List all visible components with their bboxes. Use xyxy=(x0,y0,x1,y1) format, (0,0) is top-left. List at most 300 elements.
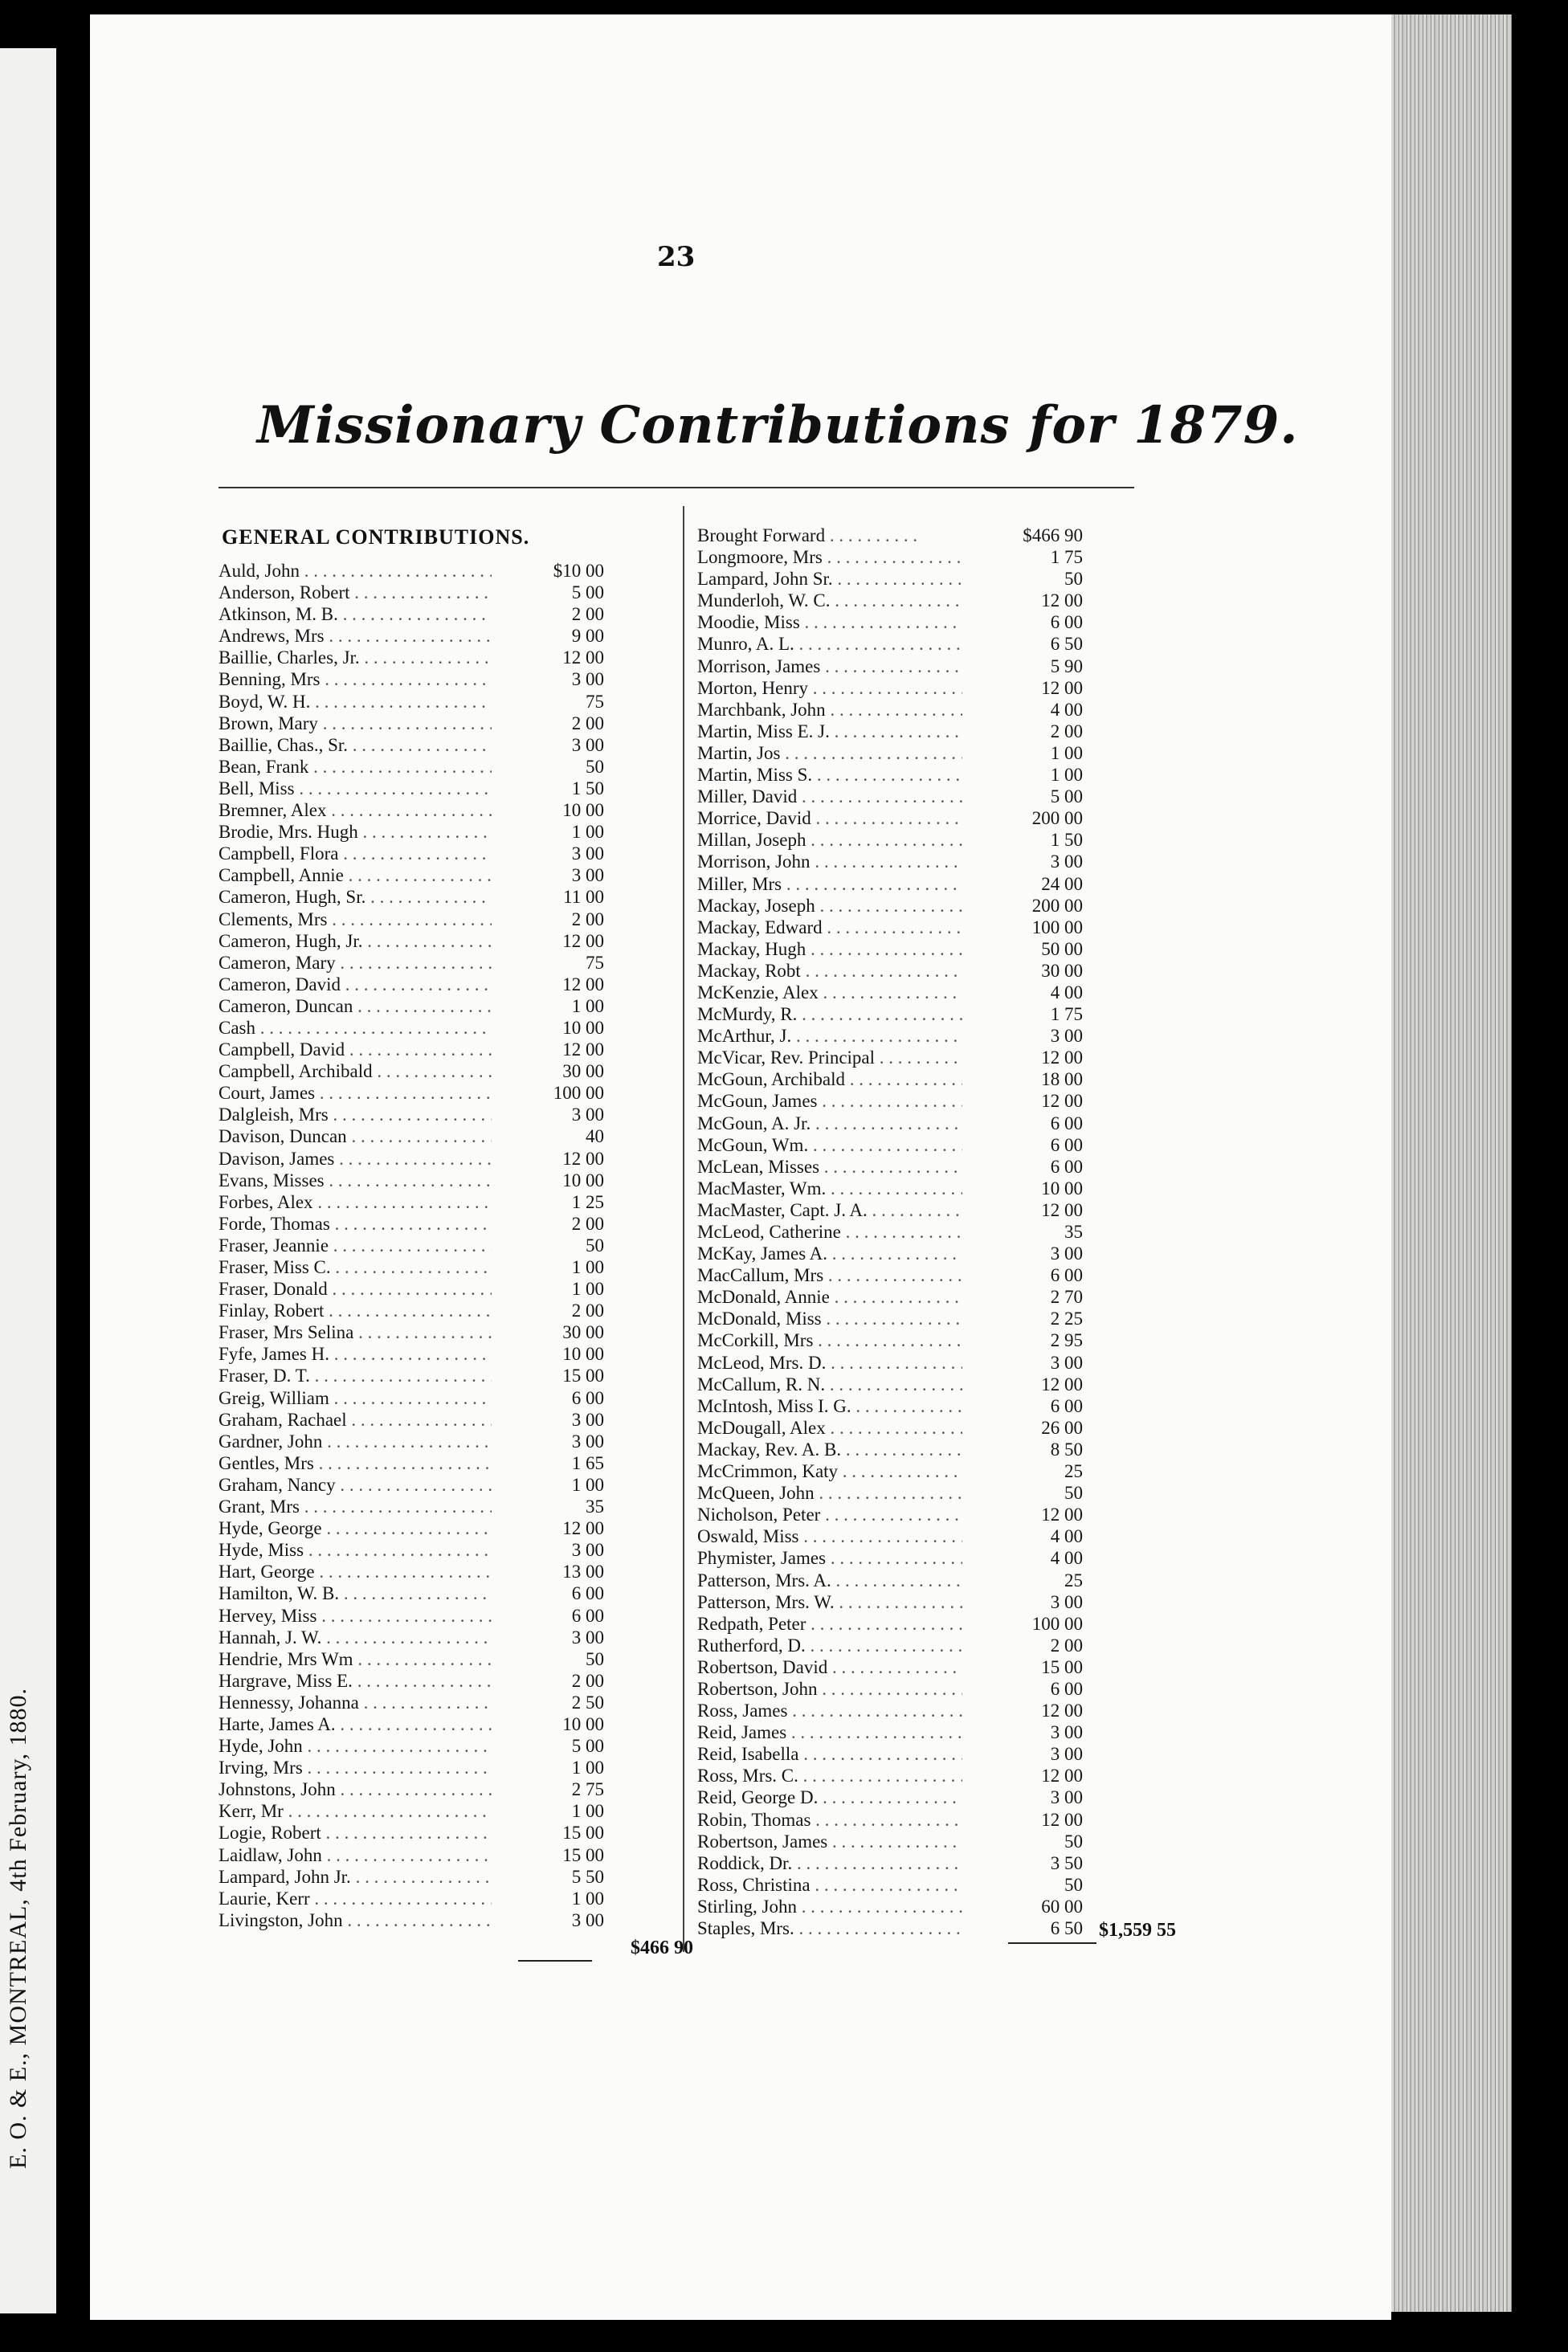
contributor-name: McKenzie, Alex . . . xyxy=(697,982,962,1003)
contributor-name: McLeod, Mrs. D. . . . xyxy=(697,1353,962,1374)
list-item xyxy=(697,634,1083,655)
list-item xyxy=(697,1810,1083,1831)
left-total: $466 90 xyxy=(631,1938,693,1958)
list-item xyxy=(218,1475,604,1497)
contributor-name: Graham, Nancy . . . xyxy=(218,1475,492,1496)
contribution-amount: 4 00 xyxy=(1050,982,1083,1002)
section-heading: GENERAL CONTRIBUTIONS. xyxy=(222,525,530,549)
contributor-name: Cameron, Hugh, Sr. . . . xyxy=(218,887,492,908)
contribution-amount: 1 00 xyxy=(571,822,604,843)
contributor-name: Morrice, David . . . xyxy=(697,808,962,829)
contributor-name: Mackay, Edward . . . xyxy=(697,917,962,938)
contribution-amount: 18 00 xyxy=(1041,1069,1083,1090)
contributor-name: Gardner, John . . . xyxy=(218,1431,492,1452)
list-item xyxy=(218,1845,604,1867)
contribution-amount: 6 00 xyxy=(1050,612,1083,633)
contribution-amount: 4 00 xyxy=(1050,1548,1083,1569)
contributor-name: Dalgleish, Mrs . . . xyxy=(218,1105,492,1125)
list-item xyxy=(218,931,604,953)
list-item xyxy=(697,1287,1083,1309)
list-item xyxy=(697,939,1083,961)
list-item xyxy=(218,1039,604,1061)
contribution-amount: 2 00 xyxy=(571,909,604,929)
list-item xyxy=(697,1418,1083,1439)
contributor-name: Robertson, John . . . xyxy=(697,1679,962,1700)
contributor-name: McCrimmon, Katy . . . xyxy=(697,1461,962,1482)
list-item xyxy=(218,1388,604,1410)
contributor-name: Baillie, Chas., Sr. . . . xyxy=(218,735,492,756)
list-item xyxy=(697,1178,1083,1200)
contributor-name: McKay, James A. . . . xyxy=(697,1243,962,1264)
contribution-amount: 12 00 xyxy=(562,1518,604,1539)
contributor-name: Johnstons, John . . . xyxy=(218,1779,492,1800)
contributor-name: Martin, Miss S. . . . xyxy=(697,765,962,786)
contribution-amount: 3 00 xyxy=(1050,1243,1083,1264)
contributor-name: Robertson, David . . . xyxy=(697,1657,962,1678)
contributor-name: McVicar, Rev. Principal . . . xyxy=(697,1047,962,1068)
contribution-amount: 2 50 xyxy=(571,1692,604,1713)
list-item xyxy=(697,851,1083,873)
list-item xyxy=(218,1018,604,1039)
list-item xyxy=(218,1518,604,1540)
contribution-amount: 5 00 xyxy=(1050,786,1083,807)
contributor-name: Hyde, George . . . xyxy=(218,1518,492,1539)
contributor-name: Roddick, Dr. . . . xyxy=(697,1853,962,1874)
contribution-amount: 30 00 xyxy=(562,1322,604,1343)
contributor-name: Ross, James . . . xyxy=(697,1701,962,1721)
list-item xyxy=(697,917,1083,939)
list-item xyxy=(697,1897,1083,1918)
contribution-amount: 1 75 xyxy=(1050,1004,1083,1025)
contributor-name: McGoun, Archibald . . . xyxy=(697,1069,962,1090)
list-item xyxy=(697,1309,1083,1330)
contributor-name: Reid, Isabella . . . xyxy=(697,1744,962,1765)
contribution-amount: 25 xyxy=(1064,1570,1083,1590)
contribution-amount: 1 00 xyxy=(571,1257,604,1277)
list-item xyxy=(218,604,604,626)
contributor-name: Cameron, David . . . xyxy=(218,974,492,995)
list-item xyxy=(697,678,1083,700)
contributor-name: Graham, Rachael . . . xyxy=(218,1410,492,1431)
contribution-amount: 3 00 xyxy=(1050,1026,1083,1047)
side-note: E. O. & E., MONTREAL, 4th February, 1880. xyxy=(5,1688,31,2169)
contributor-name: Auld, John . . . xyxy=(218,561,492,582)
contributor-name: Fraser, Miss C. . . . xyxy=(218,1257,492,1278)
list-item xyxy=(218,1801,604,1823)
right-column xyxy=(697,525,1083,1940)
contributor-name: Morrison, John . . . xyxy=(697,851,962,872)
list-item xyxy=(697,1396,1083,1418)
contribution-amount: 6 00 xyxy=(571,1387,604,1408)
list-item xyxy=(218,1714,604,1736)
list-item xyxy=(218,953,604,974)
contribution-amount: 100 00 xyxy=(1031,917,1083,937)
contribution-amount: 75 xyxy=(586,952,604,973)
contribution-amount: 3 00 xyxy=(1050,851,1083,872)
list-item xyxy=(697,808,1083,830)
list-item xyxy=(218,1344,604,1366)
contribution-amount: 12 00 xyxy=(1041,1047,1083,1068)
list-item xyxy=(218,1758,604,1779)
contribution-amount: 5 50 xyxy=(571,1866,604,1887)
contributor-name: Fraser, Mrs Selina . . . xyxy=(218,1322,492,1343)
list-item xyxy=(218,1192,604,1214)
contributor-name: McLeod, Catherine . . . xyxy=(697,1222,962,1243)
contribution-amount: 50 xyxy=(586,1235,604,1256)
contributor-name: Mackay, Joseph . . . xyxy=(697,896,962,917)
list-item xyxy=(697,1200,1083,1222)
contribution-amount: 3 00 xyxy=(571,843,604,864)
list-item xyxy=(697,656,1083,678)
contribution-amount: 50 xyxy=(1064,569,1083,590)
contributor-name: Cameron, Hugh, Jr. . . . xyxy=(218,931,492,952)
contributor-name: Davison, James . . . xyxy=(218,1149,492,1170)
contributor-name: Fraser, D. T. . . . xyxy=(218,1366,492,1386)
contributor-name: Munro, A. L. . . . xyxy=(697,634,962,655)
list-item xyxy=(697,1222,1083,1243)
list-item xyxy=(697,1069,1083,1091)
contribution-amount: 3 00 xyxy=(1050,1352,1083,1373)
list-item xyxy=(697,1483,1083,1505)
list-item xyxy=(218,1736,604,1758)
contribution-amount: 3 00 xyxy=(1050,1787,1083,1808)
list-item xyxy=(218,887,604,909)
list-item xyxy=(218,1149,604,1170)
contributor-name: Hendrie, Mrs Wm . . . xyxy=(218,1649,492,1670)
list-item xyxy=(218,1453,604,1475)
contributor-name: Ross, Christina . . . xyxy=(697,1875,962,1896)
list-item xyxy=(218,1779,604,1801)
list-item xyxy=(697,1744,1083,1766)
list-item xyxy=(697,1766,1083,1787)
contributor-name: Bell, Miss . . . xyxy=(218,778,492,799)
contributor-name: Robertson, James . . . xyxy=(697,1831,962,1852)
contributor-name: Forde, Thomas . . . xyxy=(218,1214,492,1235)
contributor-name: McDougall, Alex . . . xyxy=(697,1418,962,1439)
contribution-amount: 100 00 xyxy=(1031,1613,1083,1634)
contributor-name: Bean, Frank . . . xyxy=(218,757,492,778)
contribution-amount: 12 00 xyxy=(1041,1505,1083,1525)
contributor-name: Hannah, J. W. . . . xyxy=(218,1627,492,1648)
contribution-amount: 11 00 xyxy=(563,887,604,908)
contributor-name: Kerr, Mr . . . xyxy=(218,1801,492,1822)
contribution-amount: 10 00 xyxy=(562,1170,604,1190)
contributor-name: Mackay, Robt . . . xyxy=(697,961,962,982)
list-item xyxy=(218,1649,604,1671)
right-total: $1,559 55 xyxy=(1099,1920,1176,1941)
list-item xyxy=(697,830,1083,851)
list-item xyxy=(218,1257,604,1279)
contributor-name: Mackay, Rev. A. B. . . . xyxy=(697,1439,962,1460)
list-item xyxy=(218,735,604,757)
contribution-amount: 2 00 xyxy=(571,1301,604,1321)
contributor-name: McCallum, R. N. . . . xyxy=(697,1374,962,1395)
contributor-name: McLean, Misses . . . xyxy=(697,1157,962,1178)
contribution-amount: 200 00 xyxy=(1031,808,1083,829)
list-item xyxy=(218,561,604,582)
list-item xyxy=(218,1823,604,1844)
contributor-name: Fraser, Donald . . . xyxy=(218,1279,492,1300)
list-item xyxy=(218,1322,604,1344)
contribution-amount: 10 00 xyxy=(562,1017,604,1038)
list-item xyxy=(218,1693,604,1714)
contribution-amount: 2 70 xyxy=(1050,1287,1083,1308)
contributor-name: Lampard, John Sr. . . . xyxy=(697,569,962,590)
contributor-name: Mackay, Hugh . . . xyxy=(697,939,962,960)
list-item xyxy=(697,1701,1083,1722)
contribution-amount: 3 00 xyxy=(571,1431,604,1452)
list-item xyxy=(218,692,604,713)
contribution-amount: 3 00 xyxy=(1050,1722,1083,1743)
contributor-name: Anderson, Robert . . . xyxy=(218,582,492,603)
contribution-amount: 3 00 xyxy=(571,865,604,886)
list-item xyxy=(218,778,604,800)
list-item xyxy=(697,1875,1083,1897)
contribution-amount: 10 00 xyxy=(562,1713,604,1734)
contributor-name: Lampard, John Jr. . . . xyxy=(218,1867,492,1888)
contribution-amount: 6 00 xyxy=(1050,1113,1083,1133)
contribution-amount: 1 25 xyxy=(571,1191,604,1212)
list-item xyxy=(697,1047,1083,1069)
contributor-name: Forbes, Alex . . . xyxy=(218,1192,492,1213)
contributor-name: Hamilton, W. B. . . . xyxy=(218,1583,492,1604)
list-item xyxy=(697,590,1083,612)
contributor-name: Greig, William . . . xyxy=(218,1388,492,1409)
contribution-amount: 2 25 xyxy=(1050,1309,1083,1329)
list-item xyxy=(218,1562,604,1583)
list-item xyxy=(697,700,1083,721)
contributor-name: Laidlaw, John . . . xyxy=(218,1845,492,1866)
list-item xyxy=(697,765,1083,786)
contribution-amount: 4 00 xyxy=(1050,1526,1083,1547)
list-item xyxy=(218,1606,604,1627)
contribution-amount: 200 00 xyxy=(1031,895,1083,916)
list-item xyxy=(697,1787,1083,1809)
list-item xyxy=(697,982,1083,1004)
list-item xyxy=(697,1918,1083,1940)
contribution-amount: 75 xyxy=(586,691,604,712)
contributor-name: Morrison, James . . . xyxy=(697,656,962,677)
list-item xyxy=(697,961,1083,982)
contribution-amount: 1 00 xyxy=(571,995,604,1016)
list-item xyxy=(697,1592,1083,1614)
contribution-amount: 60 00 xyxy=(1041,1896,1083,1917)
list-item xyxy=(218,647,604,669)
list-item xyxy=(218,1540,604,1562)
page-title: Missionary Contributions for 1879. xyxy=(257,395,1299,455)
contributor-name: Brought Forward . . . xyxy=(697,525,962,546)
contributor-name: McDonald, Miss . . . xyxy=(697,1309,962,1329)
contribution-amount: 12 00 xyxy=(1041,1701,1083,1721)
contribution-amount: 10 00 xyxy=(562,1344,604,1365)
page-number: 23 xyxy=(657,241,696,273)
contributor-name: Harte, James A. . . . xyxy=(218,1714,492,1735)
contribution-amount: 15 00 xyxy=(562,1823,604,1844)
list-item xyxy=(697,896,1083,917)
list-item xyxy=(218,1910,604,1932)
list-item xyxy=(697,1113,1083,1135)
list-item xyxy=(697,547,1083,569)
contribution-amount: 8 50 xyxy=(1050,1439,1083,1460)
list-item xyxy=(697,1831,1083,1853)
contributor-name: Brodie, Mrs. Hugh . . . xyxy=(218,822,492,843)
contribution-amount: 40 xyxy=(586,1126,604,1147)
contributor-name: Patterson, Mrs. W. . . . xyxy=(697,1592,962,1613)
list-item xyxy=(697,1657,1083,1679)
contributor-name: McGoun, A. Jr. . . . xyxy=(697,1113,962,1134)
contribution-amount: 1 65 xyxy=(571,1452,604,1473)
contribution-amount: 1 00 xyxy=(1050,742,1083,763)
contributor-name: Phymister, James . . . xyxy=(697,1548,962,1569)
contributor-name: Stirling, John . . . xyxy=(697,1897,962,1917)
contribution-amount: 12 00 xyxy=(1041,677,1083,698)
contribution-amount: 12 00 xyxy=(562,647,604,668)
contribution-amount: 3 00 xyxy=(571,734,604,755)
contribution-amount: 50 xyxy=(1064,1483,1083,1504)
list-item xyxy=(697,569,1083,590)
contribution-amount: 50 xyxy=(1064,1831,1083,1852)
list-item xyxy=(697,525,1083,547)
list-item xyxy=(218,1497,604,1518)
list-item xyxy=(697,786,1083,808)
list-item xyxy=(218,1431,604,1453)
list-item xyxy=(697,1722,1083,1744)
contributor-name: Staples, Mrs. . . . xyxy=(697,1918,962,1939)
contribution-amount: 2 00 xyxy=(571,1670,604,1691)
contributor-name: Oswald, Miss . . . xyxy=(697,1526,962,1547)
contribution-amount: 5 00 xyxy=(571,1736,604,1757)
contributor-name: Munderloh, W. C. . . . xyxy=(697,590,962,611)
contribution-amount: 12 00 xyxy=(1041,1374,1083,1394)
list-item xyxy=(218,1583,604,1605)
left-column xyxy=(218,525,604,1932)
contributor-name: Miller, Mrs . . . xyxy=(697,874,962,895)
contribution-amount: 6 50 xyxy=(1050,1918,1083,1938)
contribution-amount: 1 00 xyxy=(571,1758,604,1778)
contribution-amount: 4 00 xyxy=(1050,699,1083,720)
contribution-amount: 35 xyxy=(586,1497,604,1517)
list-item xyxy=(697,1353,1083,1374)
page-stack-edges xyxy=(1391,14,1512,2312)
contribution-amount: 50 xyxy=(586,756,604,777)
contribution-amount: 3 50 xyxy=(1050,1852,1083,1873)
list-item xyxy=(218,1671,604,1693)
list-item xyxy=(697,1135,1083,1157)
contributor-name: Andrews, Mrs . . . xyxy=(218,626,492,647)
contributor-name: McMurdy, R. . . . xyxy=(697,1004,962,1025)
contribution-amount: 5 00 xyxy=(571,582,604,603)
contributor-name: Laurie, Kerr . . . xyxy=(218,1889,492,1909)
list-item xyxy=(218,800,604,822)
contributor-name: McCorkill, Mrs . . . xyxy=(697,1330,962,1351)
contributor-name: Reid, George D. . . . xyxy=(697,1787,962,1808)
list-item xyxy=(218,669,604,691)
contributor-name: Clements, Mrs . . . xyxy=(218,909,492,930)
contribution-amount: 25 xyxy=(1064,1461,1083,1482)
contribution-amount: 1 00 xyxy=(571,1474,604,1495)
contribution-amount: 3 00 xyxy=(571,1540,604,1561)
contributor-name: Finlay, Robert . . . xyxy=(218,1301,492,1321)
contributor-name: Patterson, Mrs. A. . . . xyxy=(697,1570,962,1591)
contributor-name: Baillie, Charles, Jr. . . . xyxy=(218,647,492,668)
list-item xyxy=(218,1126,604,1148)
list-item xyxy=(697,1505,1083,1526)
contribution-amount: 50 00 xyxy=(1041,938,1083,959)
contributor-name: MacMaster, Wm. . . . xyxy=(697,1178,962,1199)
contribution-amount: 1 00 xyxy=(571,1801,604,1822)
contribution-amount: 26 00 xyxy=(1041,1417,1083,1438)
list-item xyxy=(697,1853,1083,1875)
contribution-amount: 3 00 xyxy=(1050,1744,1083,1765)
contribution-amount: $10 00 xyxy=(553,561,604,581)
contribution-amount: 1 50 xyxy=(1050,830,1083,851)
list-item xyxy=(697,1374,1083,1396)
left-total-rule xyxy=(518,1960,592,1962)
contributor-name: Atkinson, M. B. . . . xyxy=(218,604,492,625)
contributor-name: Reid, James . . . xyxy=(697,1722,962,1743)
contribution-amount: 3 00 xyxy=(571,669,604,690)
contributor-name: Irving, Mrs . . . xyxy=(218,1758,492,1778)
contribution-amount: 2 00 xyxy=(1050,721,1083,741)
contributor-name: Court, James . . . xyxy=(218,1083,492,1104)
contributor-name: Morton, Henry . . . xyxy=(697,678,962,699)
contribution-amount: 2 75 xyxy=(571,1779,604,1800)
list-item xyxy=(697,1330,1083,1352)
contributor-name: Robin, Thomas . . . xyxy=(697,1810,962,1831)
contributor-name: Longmoore, Mrs . . . xyxy=(697,547,962,568)
left-entries xyxy=(218,561,604,1932)
list-item xyxy=(218,1170,604,1192)
list-item xyxy=(218,1301,604,1322)
list-item xyxy=(218,1867,604,1889)
list-item xyxy=(218,1105,604,1126)
contribution-amount: 3 00 xyxy=(1050,1591,1083,1612)
contributor-name: Gentles, Mrs . . . xyxy=(218,1453,492,1474)
contributor-name: Hargrave, Miss E. . . . xyxy=(218,1671,492,1692)
contributor-name: Hart, George . . . xyxy=(218,1562,492,1582)
contribution-amount: 10 00 xyxy=(562,800,604,821)
list-item xyxy=(697,721,1083,743)
contributor-name: Cameron, Duncan . . . xyxy=(218,996,492,1017)
contribution-amount: 50 xyxy=(586,1648,604,1669)
list-item xyxy=(218,1279,604,1301)
contribution-amount: 1 00 xyxy=(571,1279,604,1300)
contribution-amount: 6 00 xyxy=(1050,1156,1083,1177)
contributor-name: Cameron, Mary . . . xyxy=(218,953,492,974)
contribution-amount: 35 xyxy=(1064,1222,1083,1242)
contribution-amount: 5 90 xyxy=(1050,655,1083,676)
contribution-amount: 12 00 xyxy=(562,1039,604,1060)
contributor-name: Bremner, Alex . . . xyxy=(218,800,492,821)
contributor-name: McQueen, John . . . xyxy=(697,1483,962,1504)
list-item xyxy=(697,1679,1083,1701)
list-item xyxy=(697,743,1083,765)
contribution-amount: 6 00 xyxy=(571,1583,604,1604)
list-item xyxy=(218,996,604,1018)
contributor-name: Hennessy, Johanna . . . xyxy=(218,1693,492,1713)
list-item xyxy=(218,974,604,996)
contributor-name: Rutherford, D. . . . xyxy=(697,1635,962,1656)
contributor-name: Grant, Mrs . . . xyxy=(218,1497,492,1517)
contribution-amount: 12 00 xyxy=(562,930,604,951)
contribution-amount: 12 00 xyxy=(1041,1809,1083,1830)
contribution-amount: 15 00 xyxy=(562,1844,604,1865)
contribution-amount: 12 00 xyxy=(1041,1199,1083,1220)
list-item xyxy=(697,1570,1083,1592)
list-item xyxy=(218,626,604,647)
contributor-name: Livingston, John . . . xyxy=(218,1910,492,1931)
list-item xyxy=(697,1265,1083,1287)
